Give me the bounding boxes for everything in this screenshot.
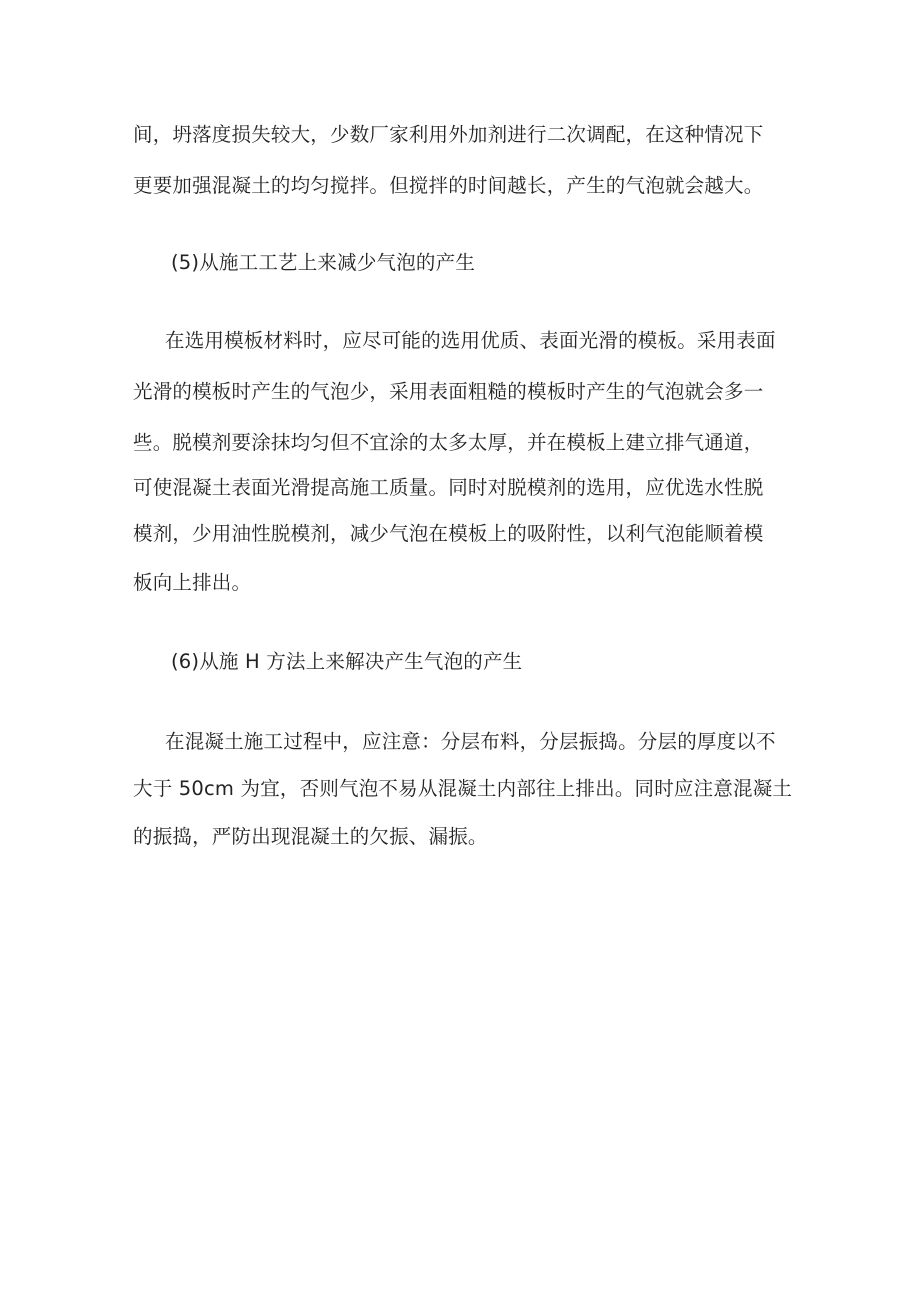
paragraph-3-line-3: 的振捣，严防出现混凝土的欠振、漏振。 [133,825,488,848]
paragraph-3-line-1: 在混凝土施工过程中，应注意：分层布料，分层振捣。分层的厚度以不 [165,730,776,753]
paragraph-2-line-4: 可使混凝土表面光滑提高施工质量。同时对脱模剂的选用，应优选水性脱 [133,476,764,499]
paragraph-1-line-2: 更要加强混凝土的均匀搅拌。但搅拌的时间越长，产生的气泡就会越大。 [133,174,764,197]
paragraph-2-line-2: 光滑的模板时产生的气泡少，采用表面粗糙的模板时产生的气泡就会多一 [133,380,764,403]
section-heading-6: (6)从施 H 方法上来解决产生气泡的产生 [171,650,523,673]
paragraph-2-line-3: 些。脱模剂要涂抹均匀但不宜涂的太多太厚，并在模板上建立排气通道， [133,431,764,454]
paragraph-2-line-1: 在选用模板材料时，应尽可能的选用优质、表面光滑的模板。采用表面 [165,329,776,352]
paragraph-2-line-5: 模剂，少用油性脱模剂，减少气泡在模板上的吸附性，以利气泡能顺着模 [133,522,764,545]
paragraph-1-line-1: 间，坍落度损失较大，少数厂家利用外加剂进行二次调配，在这种情况下 [133,123,764,146]
paragraph-3-line-2: 大于 50cm 为宜，否则气泡不易从混凝土内部往上排出。同时应注意混凝土 [133,777,793,800]
section-heading-5: (5)从施工工艺上来减少气泡的产生 [171,251,476,274]
paragraph-2-line-6: 板向上排出。 [133,571,252,594]
